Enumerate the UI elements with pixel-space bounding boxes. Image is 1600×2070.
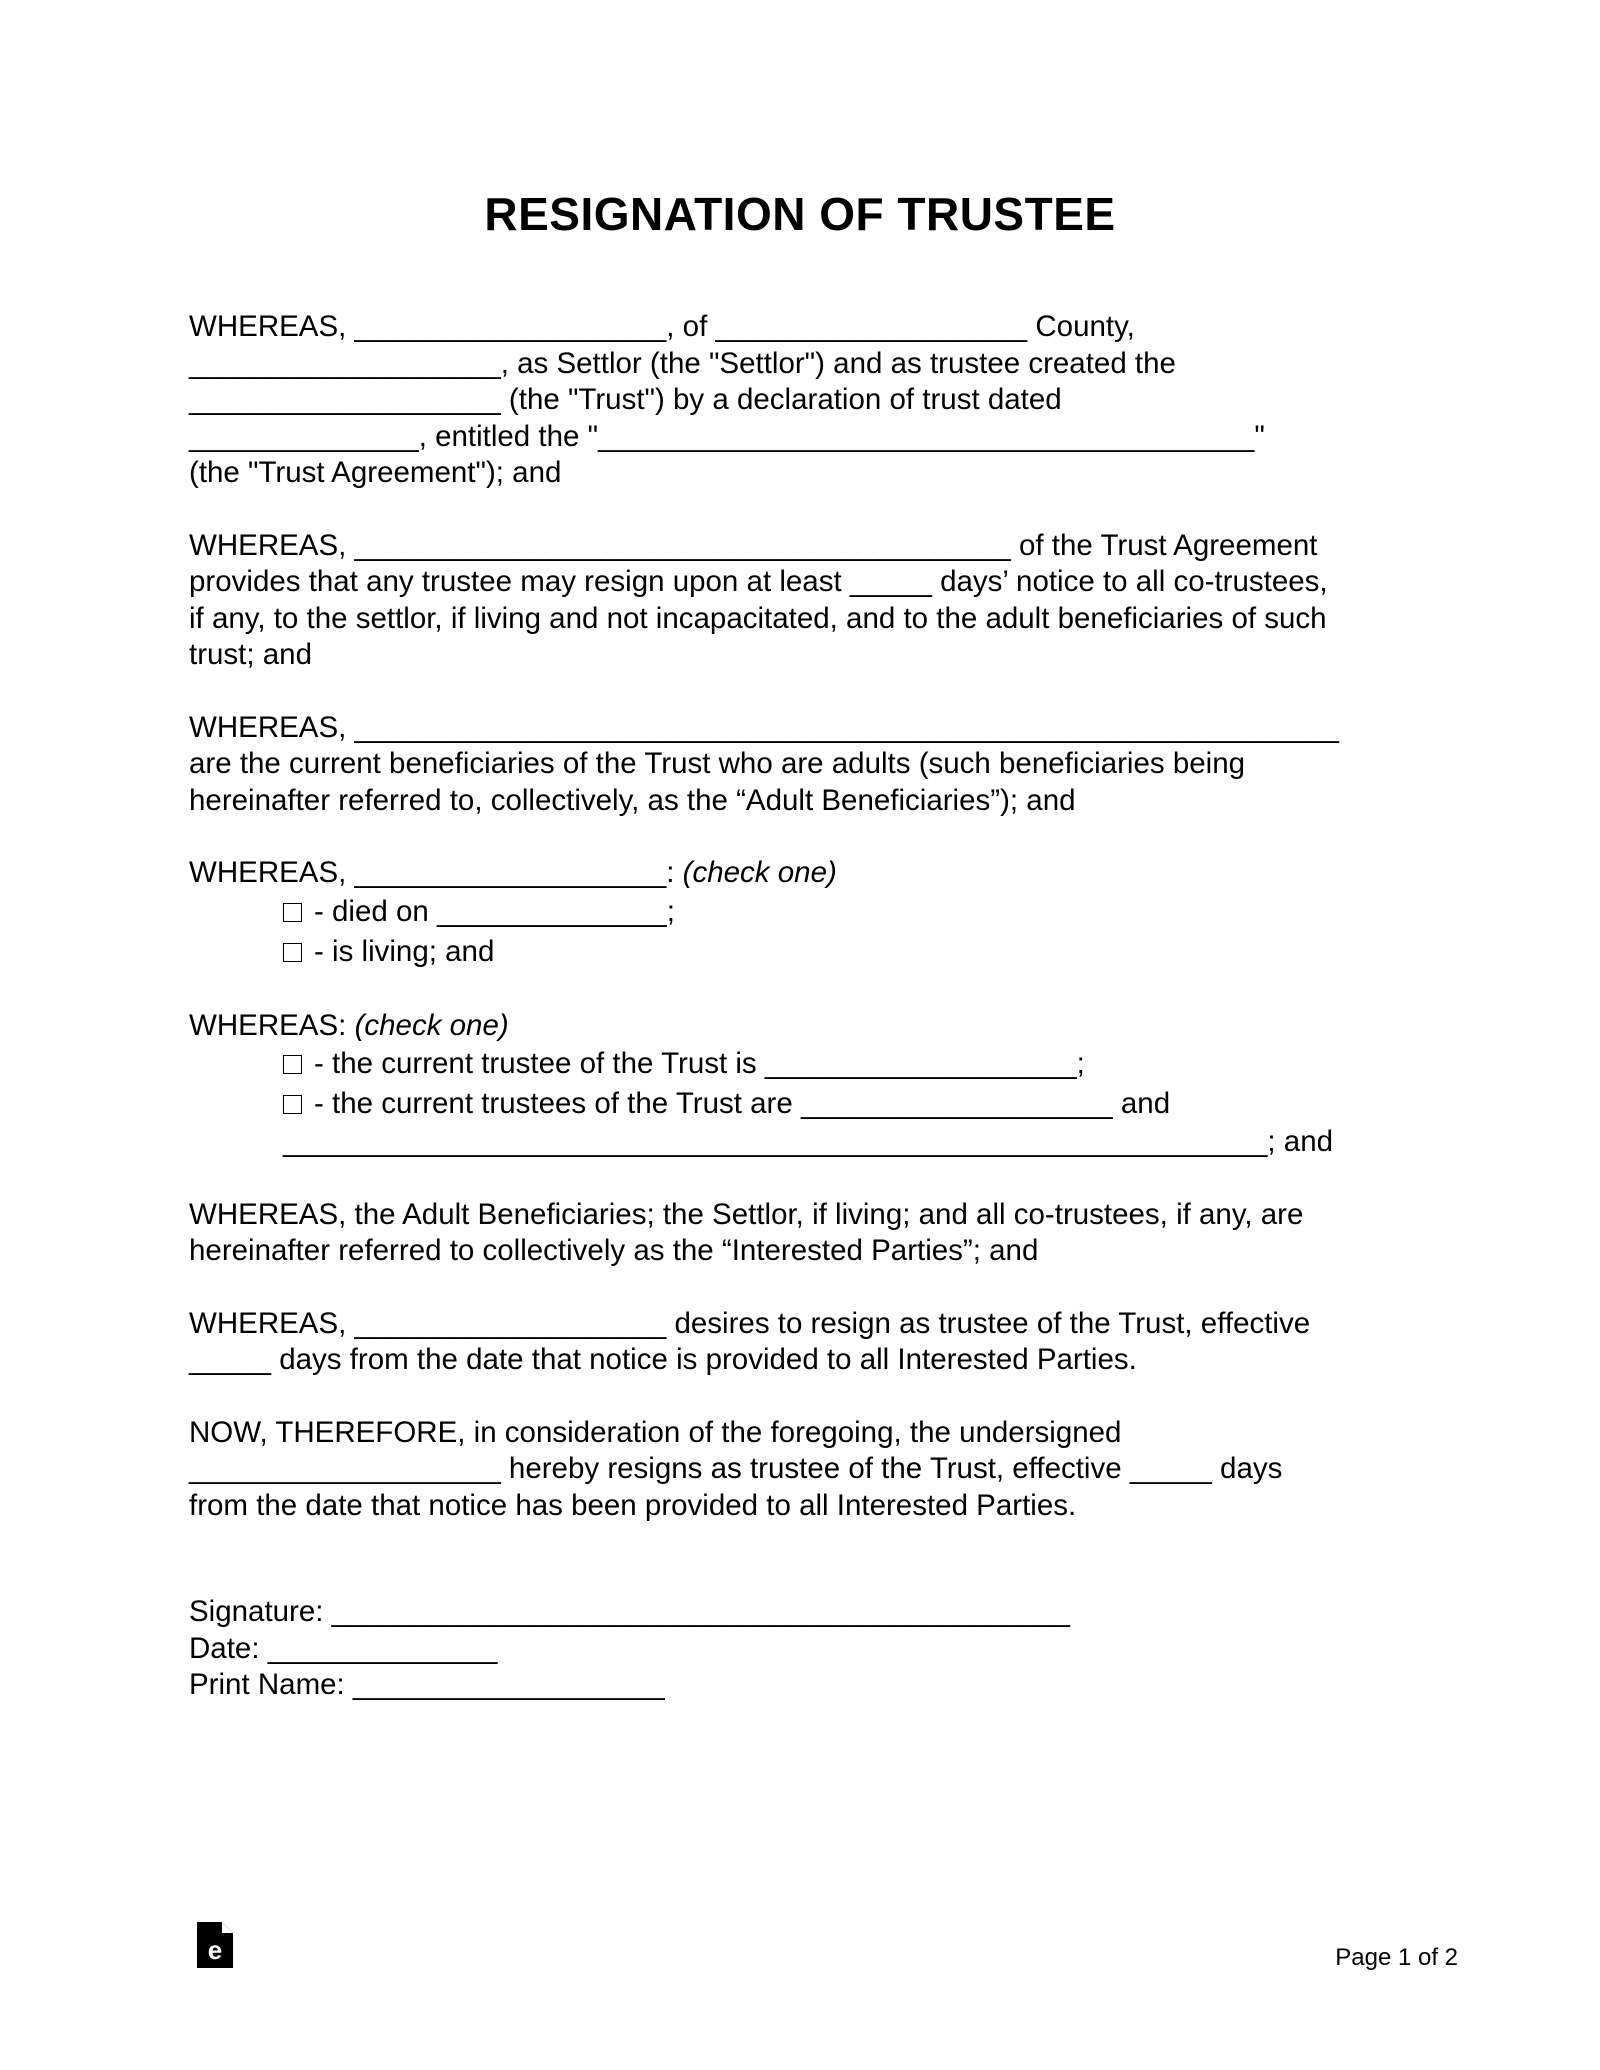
date-line[interactable]: Date: ______________ — [189, 1631, 498, 1665]
lead-text: WHEREAS: — [189, 1008, 355, 1042]
paragraph-current-trustees — [189, 1008, 1439, 1161]
option-label: - died on ______________; — [314, 894, 675, 928]
text-line: WHEREAS, the Adult Beneficiaries; the Settlor, if living; and all co-trustees, if any, are — [189, 1197, 1304, 1231]
document-body — [189, 309, 1439, 1704]
lead-text: WHEREAS, ___________________: — [189, 856, 683, 889]
eforms-logo-icon — [197, 1922, 233, 1968]
text-line: WHEREAS, ____________________________________________________________ — [189, 710, 1339, 744]
text-line: ___________________ (the "Trust") by a declaration of trust dated — [189, 383, 1062, 416]
text-line — [189, 1008, 1439, 1045]
check-one-note: (check one) — [682, 856, 837, 889]
text-line: trust; and — [189, 638, 312, 671]
paragraph-interested-parties — [189, 1197, 1439, 1270]
checkbox-multiple-trustees[interactable] — [283, 1095, 302, 1114]
check-one-note: (check one) — [354, 1008, 509, 1042]
text-line: ______________, entitled the "________________________________________" — [189, 419, 1265, 453]
text-line: ____________________________________________________________; and — [283, 1125, 1334, 1158]
text-line: ___________________ hereby resigns as trustee of the Trust, effective _____ days — [189, 1452, 1283, 1485]
checkbox-single-trustee[interactable] — [283, 1055, 302, 1074]
print-name-line[interactable]: Print Name: ___________________ — [189, 1668, 665, 1701]
text-line: NOW, THEREFORE, in consideration of the foregoing, the undersigned — [189, 1415, 1122, 1449]
signature-block — [189, 1594, 1439, 1704]
page-number: Page 1 of 2 — [1335, 1944, 1458, 1971]
option-living — [189, 932, 1439, 972]
option-single-trustee — [189, 1044, 1439, 1084]
text-line: WHEREAS, ___________________ desires to resign as trustee of the Trust, effective — [189, 1306, 1311, 1340]
document-title: RESIGNATION OF TRUSTEE — [484, 188, 1116, 240]
text-line: provides that any trustee may resign upon at least _____ days’ notice to all co-trustees, — [189, 565, 1328, 598]
svg-text:e: e — [207, 1935, 223, 1965]
option-died — [189, 892, 1439, 932]
text-line — [189, 855, 1439, 892]
option-label: - the current trustees of the Trust are ___________________ and — [314, 1087, 1171, 1120]
checkbox-living[interactable] — [283, 943, 302, 962]
option-multiple-trustees — [189, 1084, 1439, 1124]
paragraph-desire-resign — [189, 1306, 1439, 1379]
checkbox-died[interactable] — [283, 903, 302, 922]
paragraph-settlor — [189, 309, 1439, 492]
text-line: if any, to the settlor, if living and not incapacitated, and to the adult beneficiaries of such — [189, 601, 1327, 635]
text-line: (the "Trust Agreement"); and — [189, 456, 562, 489]
paragraph-settlor-status — [189, 855, 1439, 972]
text-line: ___________________, as Settlor (the "Settlor") and as trustee created the — [189, 346, 1176, 380]
signature-line[interactable]: Signature: _____________________________________________ — [189, 1595, 1070, 1628]
paragraph-beneficiaries — [189, 710, 1439, 820]
text-line: are the current beneficiaries of the Trust who are adults (such beneficiaries being — [189, 747, 1246, 780]
text-line: WHEREAS, ___________________, of ___________________ County, — [189, 310, 1135, 343]
option-label: - the current trustee of the Trust is ___________________; — [314, 1047, 1085, 1080]
paragraph-resolution — [189, 1415, 1439, 1525]
text-line: hereinafter referred to collectively as the “Interested Parties”; and — [189, 1234, 1039, 1267]
text-line: from the date that notice has been provided to all Interested Parties. — [189, 1488, 1077, 1522]
text-line: hereinafter referred to, collectively, as the “Adult Beneficiaries”); and — [189, 783, 1076, 817]
text-line: WHEREAS, ________________________________________ of the Trust Agreement — [189, 528, 1318, 562]
text-line: _____ days from the date that notice is provided to all Interested Parties. — [189, 1343, 1137, 1376]
option-label: - is living; and — [314, 934, 495, 968]
paragraph-resign-provision — [189, 528, 1439, 674]
